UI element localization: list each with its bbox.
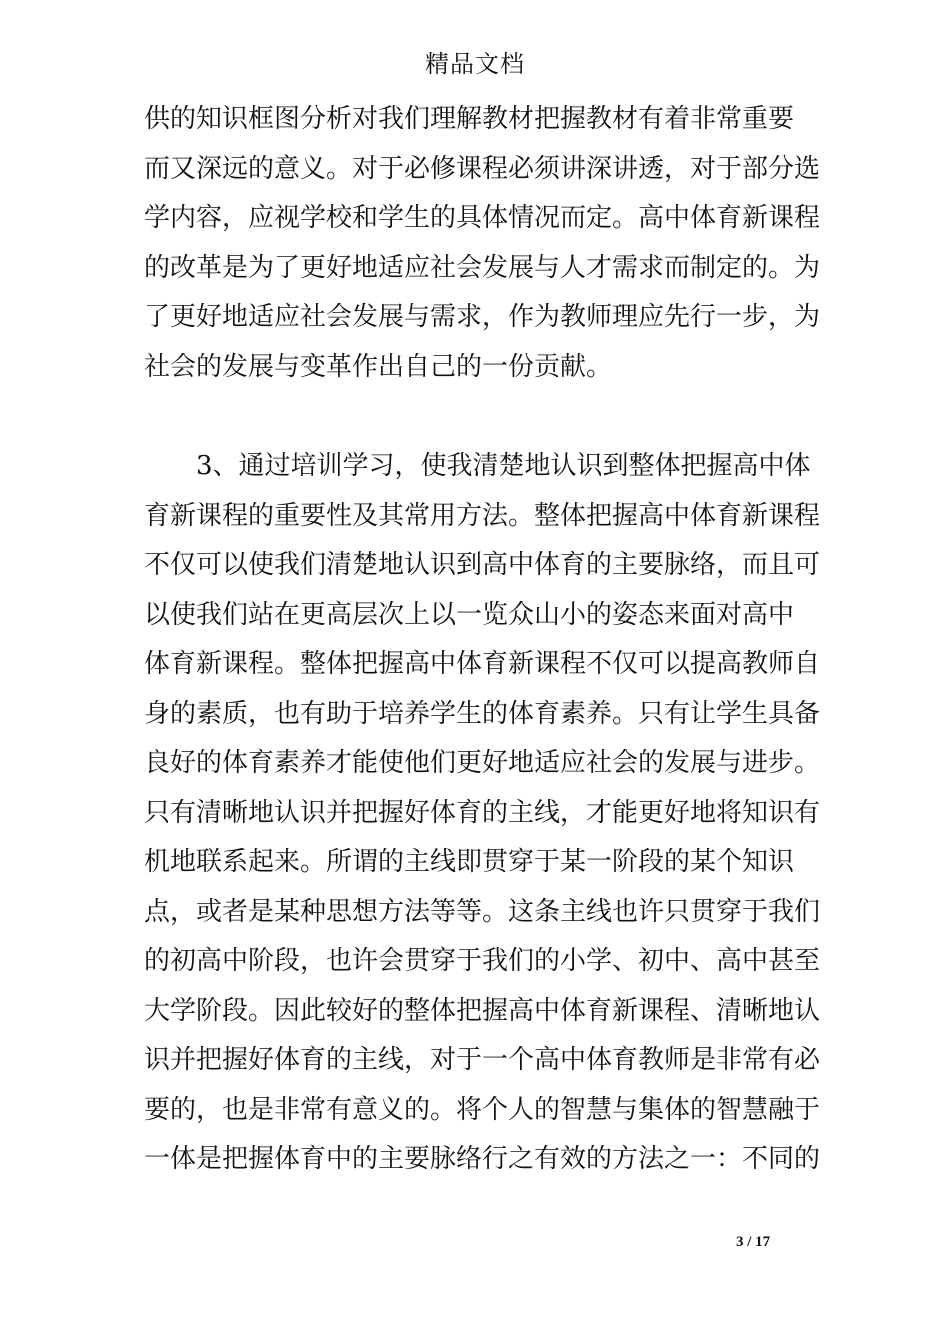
text-line: 不仅可以使我们清楚地认识到高中体育的主要脉络，而且可 [144,550,821,580]
text-line: 3、通过培训学习，使我清楚地认识到整体把握高中体 [196,451,811,481]
text-line: 育新课程的重要性及其常用方法。整体把握高中体育新课程 [144,500,821,531]
text-line: 了更好地适应社会发展与需求，作为教师理应先行一步，为 [144,302,821,332]
page-number: 3 / 17 [736,1234,771,1250]
text-line: 的改革是为了更好地适应社会发展与人才需求而制定的。为 [144,252,821,283]
text-line: 大学阶段。因此较好的整体把握高中体育新课程、清晰地认 [144,995,821,1026]
text-line: 识并把握好体育的主线，对于一个高中体育教师是非常有必 [144,1045,821,1075]
text-line: 身的素质，也有助于培养学生的体育素养。只有让学生具备 [144,698,821,729]
text-line: 只有清晰地认识并把握好体育的主线，才能更好地将知识有 [144,797,821,828]
text-line: 的初高中阶段，也许会贯穿于我们的小学、初中、高中甚至 [144,946,821,976]
text-line: 体育新课程。整体把握高中体育新课程不仅可以提高教师自 [144,649,821,679]
text-line: 点，或者是某种思想方法等等。这条主线也许只贯穿于我们 [144,896,821,927]
text-line: 供的知识框图分析对我们理解教材把握教材有着非常重要 [144,104,795,134]
text-line: 良好的体育素养才能使他们更好地适应社会的发展与进步。 [144,748,821,778]
text-line: 一体是把握体育中的主要脉络行之有效的方法之一：不同的 [144,1144,821,1174]
text-line: 机地联系起来。所谓的主线即贯穿于某一阶段的某个知识 [144,847,795,877]
text-line: 要的，也是非常有意义的。将个人的智慧与集体的智慧融于 [144,1094,821,1125]
paragraph-1 [144,95,824,392]
page-header: 精品文档 [425,50,525,78]
text-line: 而又深远的意义。对于必修课程必须讲深讲透，对于部分选 [144,153,821,184]
paragraph-2 [144,442,824,1185]
text-line: 学内容，应视学校和学生的具体情况而定。高中体育新课程 [144,203,821,233]
text-line: 以使我们站在更高层次上以一览众山小的姿态来面对高中 [144,599,795,630]
text-line: 社会的发展与变革作出自己的一份贡献。 [144,351,613,382]
